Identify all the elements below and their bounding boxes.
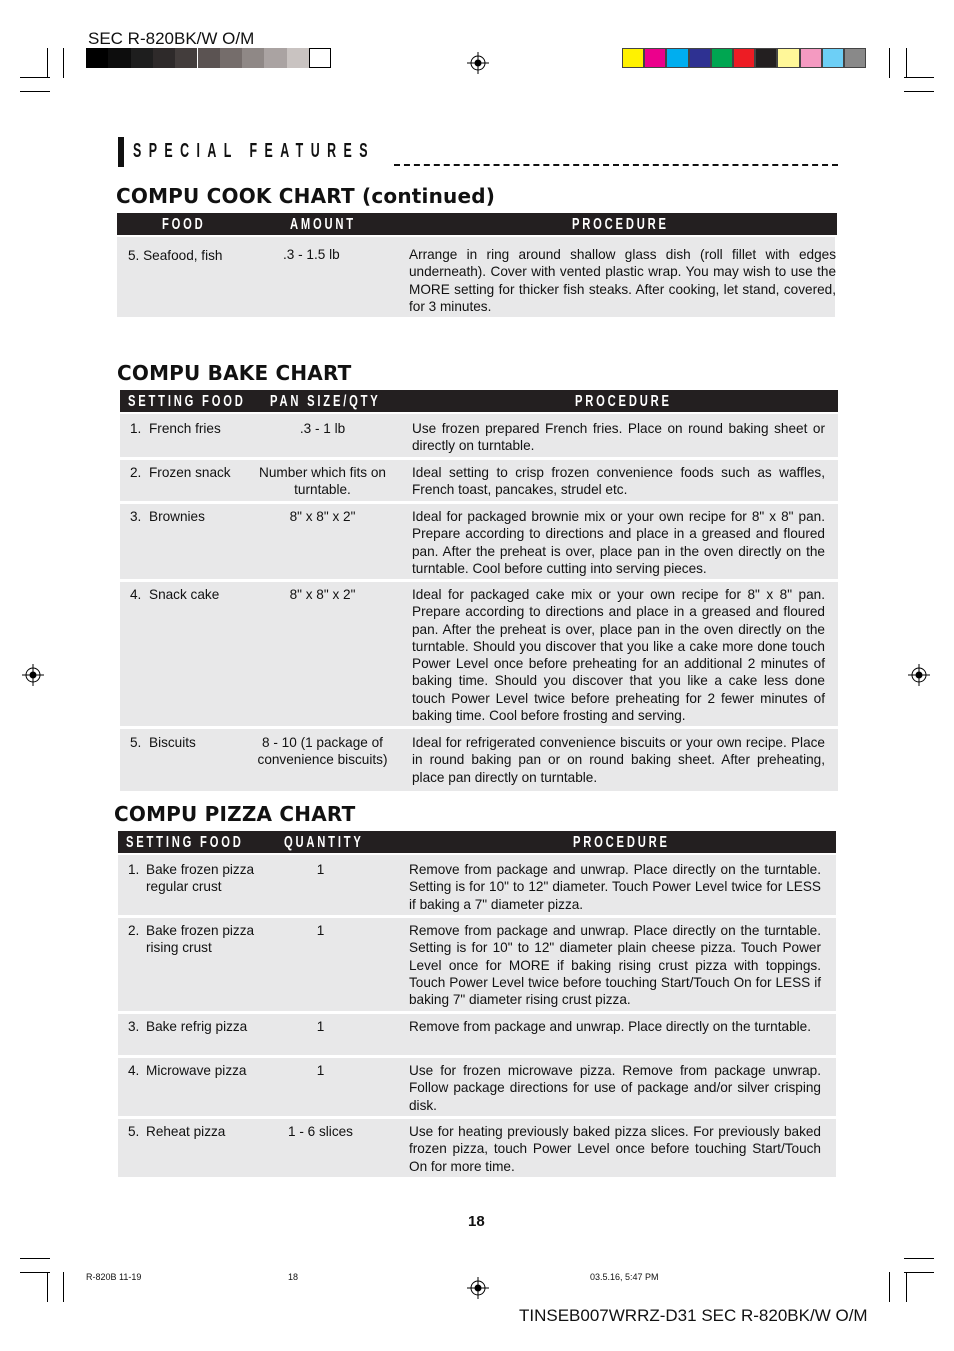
- section-title-bar: [118, 137, 124, 167]
- gray-swatch: [287, 48, 309, 68]
- food-cell: Snack cake: [149, 587, 220, 602]
- procedure-cell: Ideal for packaged brownie mix or your own recipe for 8" x 8" pan. Prepare according to directions and place in a greased and floured pan. After the preheat is over, place pan in the oven directly on the turntable. Cool before cutting into serving pieces.: [412, 509, 825, 576]
- column-header-setting-food: SETTING FOOD: [128, 393, 246, 410]
- food-cell: French fries: [149, 421, 221, 436]
- table-row: [117, 237, 835, 317]
- cook-chart-header: [117, 213, 837, 235]
- crop-mark: [906, 48, 907, 78]
- procedure-cell: Ideal for refrigerated convenience biscuits or your own recipe. Place in round baking pan or on round baking sheet. After preheating, place pan directly on turntable.: [412, 735, 825, 785]
- color-swatch: [733, 48, 755, 68]
- color-swatch: [666, 48, 688, 68]
- crop-mark: [47, 1272, 48, 1302]
- bake-chart-title: COMPU BAKE CHART: [117, 361, 352, 385]
- procedure-cell: Ideal for packaged cake mix or your own recipe for 8" x 8" pan. Prepare according to directions and place in a greased and floured pan. After the preheat is over, place pan in the oven directly on the turntable. Should you discover that you like a cake more done touch Power Level once before preheating for an additional 2 minutes of baking time. Should you discover that you like a cake less done touch Power Level twice before preheating for 2 fewer minutes of baking time. Cool before frosting and serving.: [412, 587, 825, 724]
- crop-mark: [904, 1272, 934, 1273]
- crop-mark: [63, 1272, 64, 1302]
- row-number: 5.: [130, 735, 142, 750]
- food-cell: Reheat pizza: [146, 1124, 226, 1139]
- gray-swatch: [86, 48, 108, 68]
- food-cell: Bake refrig pizza: [146, 1019, 248, 1034]
- document-model-footer: TINSEB007WRRZ-D31 SEC R-820BK/W O/M: [519, 1306, 868, 1325]
- color-swatch: [777, 48, 799, 68]
- procedure-cell: Arrange in ring around shallow glass dish (roll fillet with edges underneath). Cover with vented plastic wrap. You may wish to use the MORE setting for thicker fish steaks. After cooking, let stand, covered, for 3 minutes.: [409, 247, 836, 314]
- pizza-chart-title: COMPU PIZZA CHART: [114, 802, 356, 826]
- bake-chart-header: [120, 390, 838, 412]
- row-number: 1.: [128, 862, 140, 877]
- registration-mark-icon: [467, 1277, 489, 1299]
- crop-mark: [20, 91, 50, 92]
- table-row: [118, 918, 836, 1011]
- table-row: [118, 1058, 836, 1116]
- gray-swatch: [131, 48, 153, 68]
- crop-mark: [63, 48, 64, 78]
- color-swatch: [689, 48, 711, 68]
- registration-mark-icon: [908, 664, 930, 686]
- table-row: [120, 504, 838, 579]
- row-number: 2.: [130, 465, 142, 480]
- procedure-cell: Remove from package and unwrap. Place directly on the turntable. Setting is for 10" to 12" diameter. Touch Power Level twice for LESS if baking a 7" diameter pizza.: [409, 862, 821, 912]
- gray-swatch: [242, 48, 264, 68]
- gray-swatch: [220, 48, 242, 68]
- food-cell: Bake frozen pizza rising crust: [146, 923, 255, 956]
- table-row: [120, 729, 838, 791]
- section-title: SPECIAL FEATURES: [133, 140, 375, 162]
- procedure-cell: Remove from package and unwrap. Place directly on the turntable.: [409, 1019, 811, 1034]
- table-row: [120, 414, 838, 457]
- color-swatch: [844, 48, 866, 68]
- color-swatch: [622, 48, 644, 68]
- food-cell: Bake frozen pizza regular crust: [146, 862, 255, 895]
- gray-swatch: [309, 48, 331, 68]
- pizza-chart-header: [118, 831, 836, 853]
- gray-swatch: [108, 48, 130, 68]
- gray-swatch: [264, 48, 286, 68]
- cook-chart-title: COMPU COOK CHART (continued): [116, 184, 496, 208]
- amount-cell: 1: [316, 923, 325, 938]
- amount-cell: 1: [316, 1019, 325, 1034]
- row-number: 4.: [130, 587, 142, 602]
- page-number: 18: [468, 1213, 485, 1230]
- footer-file-name: R-820B 11-19: [86, 1272, 142, 1282]
- footer-page: 18: [288, 1272, 299, 1282]
- crop-mark: [904, 91, 934, 92]
- gray-swatch: [198, 48, 220, 68]
- registration-mark-icon: [22, 664, 44, 686]
- crop-mark: [904, 77, 934, 78]
- column-header-pan-size: PAN SIZE/QTY: [270, 393, 381, 410]
- amount-cell: 1: [316, 862, 325, 877]
- amount-cell: Number which fits on turntable.: [259, 465, 386, 498]
- table-row: [118, 855, 836, 915]
- procedure-cell: Use for heating previously baked pizza slices. For previously baked frozen pizza, touch Power Level once before touching Start/Touch On for more time.: [409, 1124, 821, 1174]
- row-number: 3.: [130, 509, 142, 524]
- amount-cell: 8 - 10 (1 package of convenience biscuits): [257, 735, 388, 768]
- procedure-cell: Use for frozen microwave pizza. Remove from package unwrap. Follow package directions for use of package and/or silver crisping disk.: [409, 1063, 821, 1113]
- document-model-header: SEC R-820BK/W O/M: [88, 29, 255, 48]
- amount-cell: 8" x 8" x 2": [289, 587, 356, 602]
- table-row: [118, 1119, 836, 1177]
- food-cell: Frozen snack: [149, 465, 231, 480]
- amount-cell: .3 - 1 lb: [299, 421, 346, 436]
- amount-cell: .3 - 1.5 lb: [283, 247, 340, 262]
- procedure-cell: Ideal setting to crisp frozen convenience foods such as waffles, French toast, pancakes, strudel etc.: [412, 465, 825, 498]
- crop-mark: [906, 1272, 907, 1302]
- food-cell: 5. Seafood, fish: [128, 248, 223, 263]
- color-swatch: [644, 48, 666, 68]
- crop-mark: [889, 48, 890, 78]
- procedure-cell: Use frozen prepared French fries. Place on round baking sheet or directly on turntable.: [412, 421, 825, 454]
- food-cell: Brownies: [149, 509, 205, 524]
- crop-mark: [47, 48, 48, 78]
- amount-cell: 8" x 8" x 2": [289, 509, 356, 524]
- color-swatch: [800, 48, 822, 68]
- section-title-rule: [394, 164, 838, 166]
- column-header-amount: AMOUNT: [290, 216, 356, 233]
- table-row: [118, 1014, 836, 1055]
- crop-mark: [904, 1258, 934, 1259]
- row-number: 4.: [128, 1063, 140, 1078]
- column-header-procedure: PROCEDURE: [573, 834, 670, 851]
- food-cell: Microwave pizza: [146, 1063, 247, 1078]
- column-header-setting-food: SETTING FOOD: [126, 834, 244, 851]
- color-swatch: [711, 48, 733, 68]
- column-header-procedure: PROCEDURE: [572, 216, 669, 233]
- crop-mark: [889, 1272, 890, 1302]
- registration-mark-icon: [467, 52, 489, 74]
- gray-swatch: [175, 48, 197, 68]
- row-number: 1.: [130, 421, 142, 436]
- column-header-food: FOOD: [162, 216, 206, 233]
- color-swatch: [822, 48, 844, 68]
- procedure-cell: Remove from package and unwrap. Place directly on the turntable. Setting is for 10" to 12" diameter plain cheese pizza. Touch Power Level once for MORE if baking rising crust pizza with toppings. Touch Power Level twice before touching Start/Touch On for LESS if baking 7" diameter rising crust pizza.: [409, 923, 821, 1008]
- food-cell: Biscuits: [149, 735, 196, 750]
- row-number: 2.: [128, 923, 140, 938]
- footer-timestamp: 03.5.16, 5:47 PM: [590, 1272, 659, 1282]
- gray-swatch: [153, 48, 175, 68]
- crop-mark: [20, 1272, 50, 1273]
- column-header-procedure: PROCEDURE: [575, 393, 672, 410]
- table-row: [120, 460, 838, 501]
- color-swatch: [755, 48, 777, 68]
- column-header-quantity: QUANTITY: [284, 834, 364, 851]
- table-row: [120, 582, 838, 726]
- crop-mark: [20, 77, 50, 78]
- row-number: 3.: [128, 1019, 140, 1034]
- amount-cell: 1: [316, 1063, 325, 1078]
- row-number: 5.: [128, 1124, 140, 1139]
- crop-mark: [20, 1258, 50, 1259]
- amount-cell: 1 - 6 slices: [288, 1124, 353, 1139]
